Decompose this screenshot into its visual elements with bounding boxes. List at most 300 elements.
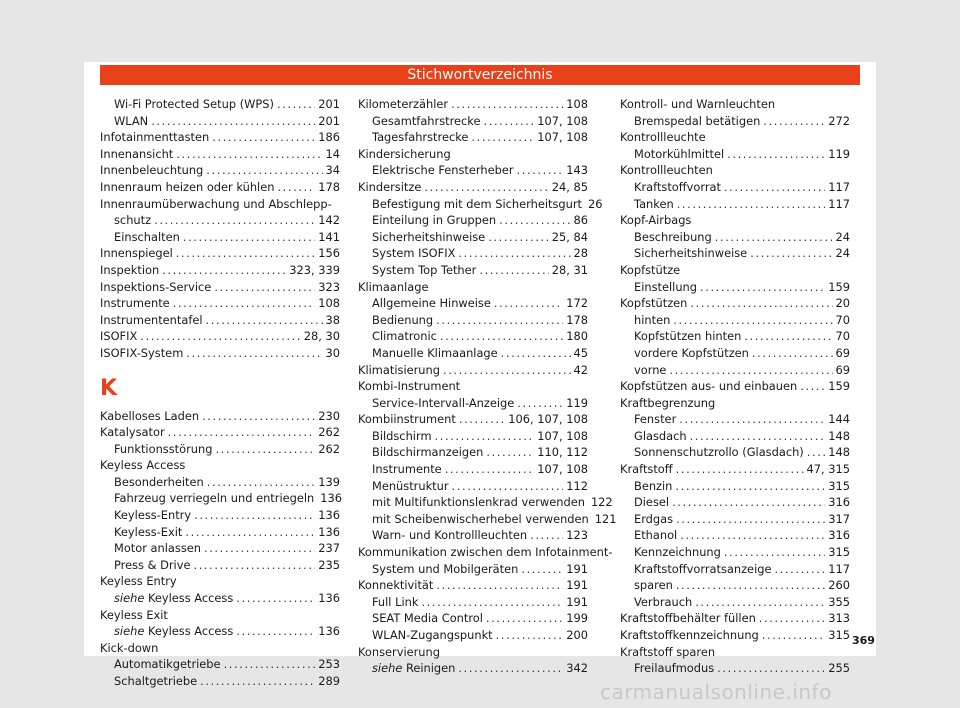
index-entry: [358, 544, 613, 561]
entry-pages: 117: [828, 561, 850, 576]
leader-dots: [151, 113, 315, 130]
index-entry: [358, 428, 588, 445]
entry-label: Kombi-Instrument: [358, 379, 461, 394]
index-entry: [100, 262, 340, 279]
entry-label: Einteilung in Gruppen: [372, 213, 497, 228]
entry-label: Inspektion: [100, 262, 160, 277]
leader-dots: [762, 627, 825, 644]
entry-label: Innenansicht: [100, 146, 174, 161]
entry-pages: 107, 108: [537, 428, 588, 443]
entry-label: Inspektions-Service: [100, 279, 212, 294]
index-entry: [620, 262, 850, 279]
leader-dots: [459, 411, 505, 428]
entry-label: Kennzeichnung: [634, 545, 721, 560]
entry-label: Warn- und Kontrollleuchten: [372, 528, 528, 543]
index-entry: [620, 345, 850, 362]
index-entry: [100, 295, 340, 312]
entry-label: Kabelloses Laden: [100, 408, 200, 423]
entry-label: Klimaanlage: [358, 279, 429, 294]
entry-label: Kraftstoffkennzeichnung: [620, 628, 759, 642]
leader-dots: [501, 345, 571, 362]
entry-pages: 316: [828, 495, 850, 510]
entry-label: Tagesfahrstrecke: [372, 130, 469, 145]
index-entry: [358, 444, 588, 461]
index-entry: [620, 229, 850, 246]
leader-dots: [759, 610, 825, 627]
entry-pages: 272: [828, 113, 850, 128]
entry-label: [114, 623, 233, 640]
index-entry: [620, 544, 850, 561]
entry-label: Kraftbegrenzung: [620, 395, 716, 410]
leader-dots: [436, 577, 563, 594]
entry-label: Kilometerzähler: [358, 97, 449, 111]
index-entry: [100, 490, 340, 507]
index-entry: [100, 474, 340, 491]
leader-dots: [154, 212, 315, 229]
entry-pages: 34: [325, 163, 340, 178]
entry-label: Manuelle Klimaanlage: [372, 345, 498, 360]
index-entry: [620, 644, 850, 661]
entry-label: Katalysator: [100, 425, 165, 440]
index-entry: [620, 129, 850, 146]
entry-pages: 28, 31: [551, 262, 588, 277]
entry-pages: 119: [566, 395, 588, 410]
entry-label: Sicherheitshinweise: [372, 229, 486, 244]
entry-pages: 148: [828, 428, 850, 443]
index-entry: [620, 113, 850, 130]
index-entry: [358, 494, 613, 511]
entry-pages: 180: [566, 329, 588, 344]
index-entry: [358, 345, 588, 362]
index-entry: [620, 411, 850, 428]
entry-pages: 45: [573, 345, 588, 360]
index-entry: [100, 328, 340, 345]
entry-label: Benzin: [634, 478, 673, 493]
index-entry: [620, 196, 850, 213]
leader-dots: [140, 328, 300, 345]
entry-pages: 108: [318, 296, 340, 311]
index-entry: [358, 527, 588, 544]
index-entry: [358, 295, 588, 312]
index-entry: [358, 328, 588, 345]
entry-label: Service-Intervall-Anzeige: [372, 395, 515, 410]
entry-pages: 24: [835, 246, 850, 261]
index-entry: [100, 573, 340, 590]
entry-pages: 315: [828, 628, 850, 642]
index-entry: [100, 96, 340, 113]
index-entry: [100, 590, 340, 607]
leader-dots: [672, 494, 825, 511]
index-entry: [100, 245, 340, 262]
index-entry: [100, 162, 340, 179]
entry-pages: 141: [318, 229, 340, 244]
leader-dots: [194, 507, 315, 524]
entry-pages: 136: [318, 591, 340, 606]
index-entry: [358, 262, 588, 279]
index-entry: [620, 594, 850, 611]
index-entry: [100, 457, 340, 474]
index-entry: [620, 378, 850, 395]
leader-dots: [715, 229, 833, 246]
leader-dots: [424, 179, 548, 196]
index-entry: [358, 113, 588, 130]
entry-pages: 262: [318, 441, 340, 456]
leader-dots: [496, 627, 564, 644]
leader-dots: [168, 424, 316, 441]
entry-pages: 136: [318, 508, 340, 523]
index-column-1: [100, 96, 340, 690]
entry-pages: 142: [318, 213, 340, 228]
index-entry: [358, 96, 588, 113]
entry-label: vorne: [634, 362, 667, 377]
entry-pages: 42: [573, 362, 588, 377]
leader-dots: [435, 428, 535, 445]
leader-dots: [800, 378, 825, 395]
entry-pages: 47, 315: [806, 462, 850, 477]
entry-pages: 108: [566, 97, 588, 111]
index-entry: [358, 395, 588, 412]
entry-label: System ISOFIX: [372, 246, 456, 261]
entry-label: ISOFIX: [100, 329, 138, 344]
index-entry: [358, 610, 588, 627]
entry-pages: 159: [828, 379, 850, 394]
entry-label: WLAN-Zugangspunkt: [372, 628, 493, 642]
leader-dots: [214, 279, 315, 296]
entry-label: Kraftstoffbehälter füllen: [620, 611, 756, 626]
entry-label: Fahrzeug verriegeln und entriegeln: [114, 491, 315, 506]
leader-dots: [680, 527, 825, 544]
index-entry: [100, 607, 340, 624]
entry-label: [372, 660, 455, 677]
leader-dots: [488, 229, 549, 246]
index-entry: [358, 196, 603, 213]
entry-label: Gesamtfahrstrecke: [372, 113, 481, 128]
index-entry: [358, 212, 588, 229]
leader-dots: [695, 594, 825, 611]
leader-dots: [676, 577, 825, 594]
index-entry: [100, 441, 340, 458]
entry-label: Ethanol: [634, 528, 678, 543]
entry-label: Kick-down: [100, 640, 159, 655]
index-entry: [358, 146, 588, 163]
entry-label: hinten: [634, 312, 671, 327]
entry-label: Innenbeleuchtung: [100, 163, 204, 178]
entry-label: Instrumente: [100, 296, 170, 311]
leader-dots: [277, 96, 315, 113]
entry-label: Sicherheitshinweise: [634, 246, 748, 261]
entry-pages: 122: [590, 495, 613, 510]
entry-label: System Top Tether: [372, 262, 477, 277]
entry-pages: 117: [828, 179, 850, 194]
index-entry: [358, 312, 588, 329]
entry-label: Motorkühlmittel: [634, 146, 725, 161]
index-entry: [620, 96, 850, 113]
index-entry: [100, 673, 340, 690]
leader-dots: [204, 540, 315, 557]
entry-label: Allgemeine Hinweise: [372, 296, 491, 311]
entry-pages: 172: [566, 296, 588, 311]
entry-pages: 148: [828, 445, 850, 460]
leader-dots: [224, 656, 316, 673]
index-entry: [620, 428, 850, 445]
entry-pages: 159: [828, 279, 850, 294]
leader-dots: [530, 527, 563, 544]
entry-label: Tanken: [634, 196, 674, 211]
entry-pages: 70: [835, 329, 850, 344]
leader-dots: [774, 561, 825, 578]
index-entry: [358, 627, 588, 644]
entry-pages: 262: [318, 425, 340, 440]
entry-pages: 28, 30: [303, 329, 340, 344]
index-entry: [100, 623, 340, 640]
leader-dots: [676, 511, 825, 528]
entry-label: Instrumententafel: [100, 312, 203, 327]
entry-label: Schaltgetriebe: [114, 674, 198, 688]
entry-pages: 136: [320, 491, 342, 506]
entry-pages: 121: [594, 511, 617, 526]
index-entry: [358, 229, 588, 246]
entry-label: Kopf-Airbags: [620, 213, 692, 228]
entry-label: System und Mobilgeräten: [372, 561, 519, 576]
index-entry: [620, 627, 850, 644]
leader-dots: [445, 461, 535, 478]
index-entry: [358, 362, 588, 379]
entry-label: Funktionsstörung: [114, 441, 213, 456]
entry-pages: 313: [828, 611, 850, 626]
entry-pages: 237: [318, 541, 340, 556]
entry-pages: 30: [325, 345, 340, 360]
entry-label: Kopfstütze: [620, 262, 681, 277]
entry-pages: 117: [828, 196, 850, 211]
index-entry: [620, 395, 850, 412]
entry-pages: 24: [835, 229, 850, 244]
entry-label: vordere Kopfstützen: [634, 345, 749, 360]
entry-pages: 143: [566, 163, 588, 178]
entry-pages: 255: [828, 661, 850, 676]
index-column-3: [620, 96, 850, 677]
entry-label: Innenraumüberwachung und Abschlepp-: [100, 196, 332, 211]
entry-pages: 69: [835, 345, 850, 360]
index-entry: [100, 408, 340, 425]
leader-dots: [458, 660, 563, 677]
entry-pages: 199: [566, 611, 588, 626]
entry-label: Kontroll- und Warnleuchten: [620, 97, 776, 111]
entry-label: Glasdach: [634, 428, 687, 443]
entry-label: SEAT Media Control: [372, 611, 483, 626]
index-entry: [620, 328, 850, 345]
entry-pages: 26: [588, 196, 603, 211]
entry-label-continuation: schutz: [114, 213, 152, 228]
leader-dots: [724, 544, 825, 561]
leader-dots: [458, 245, 570, 262]
entry-label: Kombiinstrument: [358, 412, 456, 427]
entry-pages: 200: [566, 628, 588, 642]
index-entry: [358, 577, 588, 594]
see-reference: siehe: [114, 624, 148, 639]
leader-dots: [471, 129, 534, 146]
entry-label: Kopfstützen hinten: [634, 329, 742, 344]
entry-pages: 136: [318, 524, 340, 539]
entry-label: Befestigung mit dem Sicherheitsgurt: [372, 196, 582, 211]
index-entry: [100, 146, 340, 163]
entry-pages: 178: [318, 179, 340, 194]
index-entry: [100, 129, 340, 146]
index-entry: [358, 461, 588, 478]
index-entry: [620, 561, 850, 578]
leader-dots: [212, 129, 315, 146]
entry-label: Instrumente: [372, 462, 442, 477]
index-entry: [358, 129, 588, 146]
entry-label: Full Link: [372, 594, 419, 609]
leader-dots: [193, 557, 315, 574]
leader-dots: [162, 262, 286, 279]
section-letter: K: [100, 375, 118, 401]
leader-dots: [440, 328, 563, 345]
leader-dots: [727, 146, 825, 163]
index-entry: [620, 494, 850, 511]
index-entry: [620, 610, 850, 627]
entry-pages: 123: [566, 528, 588, 543]
leader-dots: [173, 295, 316, 312]
entry-label: Keyless Access: [100, 458, 186, 473]
entry-label: Innenspiegel: [100, 246, 173, 261]
leader-dots: [673, 312, 832, 329]
leader-dots: [700, 279, 825, 296]
index-entry: [100, 113, 340, 130]
entry-label: sparen: [634, 578, 673, 593]
entry-pages: 86: [573, 213, 588, 228]
leader-dots: [436, 312, 563, 329]
see-reference: siehe: [372, 661, 406, 676]
entry-pages: 315: [828, 478, 850, 493]
entry-label: Einstellung: [634, 279, 697, 294]
index-entry-continuation: [100, 212, 340, 229]
entry-pages: 20: [835, 296, 850, 311]
see-reference: siehe: [114, 591, 148, 606]
entry-pages: 156: [318, 246, 340, 261]
entry-pages: 315: [828, 545, 850, 560]
entry-label: Konservierung: [358, 644, 440, 659]
entry-pages: 106, 107, 108: [508, 412, 588, 427]
entry-label: Sonnenschutzrollo (Glasdach): [634, 445, 804, 460]
entry-pages: 191: [566, 578, 588, 593]
watermark: carmanualsonline.info: [600, 680, 832, 704]
entry-label: Kraftstoff sparen: [620, 644, 716, 659]
leader-dots: [277, 179, 315, 196]
leader-dots: [215, 441, 315, 458]
entry-pages: 289: [318, 674, 340, 688]
index-entry: [100, 424, 340, 441]
index-entry: [620, 162, 850, 179]
index-entry: [620, 295, 850, 312]
leader-dots: [677, 196, 826, 213]
entry-pages: 317: [828, 511, 850, 526]
entry-pages: 260: [828, 578, 850, 593]
leader-dots: [186, 345, 322, 362]
leader-dots: [443, 362, 571, 379]
index-entry: [620, 577, 850, 594]
leader-dots: [486, 444, 534, 461]
entry-label: Keyless-Exit: [114, 524, 183, 539]
leader-dots: [207, 474, 315, 491]
index-entry: [358, 279, 588, 296]
leader-dots: [724, 179, 825, 196]
entry-label: Climatronic: [372, 329, 437, 344]
entry-pages: 144: [828, 412, 850, 427]
entry-pages: 235: [318, 557, 340, 572]
leader-dots: [236, 590, 315, 607]
entry-label: Kraftstoffvorrat: [634, 179, 721, 194]
entry-label: Klimatisierung: [358, 362, 440, 377]
leader-dots: [675, 478, 825, 495]
entry-pages: 191: [566, 594, 588, 609]
entry-label: Erdgas: [634, 511, 674, 526]
entry-pages: 323, 339: [289, 262, 340, 277]
index-entry: [100, 524, 340, 541]
leader-dots: [717, 660, 825, 677]
entry-label: Kindersicherung: [358, 146, 451, 161]
entry-pages: 253: [318, 657, 340, 672]
index-entry: [620, 146, 850, 163]
index-entry: [100, 179, 340, 196]
index-entry: [100, 557, 340, 574]
index-entry: [620, 527, 850, 544]
leader-dots: [517, 395, 563, 412]
leader-dots: [763, 113, 825, 130]
leader-dots: [752, 345, 833, 362]
leader-dots: [202, 408, 315, 425]
entry-pages: 107, 108: [537, 462, 588, 477]
leader-dots: [479, 262, 548, 279]
entry-pages: 186: [318, 130, 340, 145]
index-entry: [100, 640, 340, 657]
index-entry: [100, 656, 340, 673]
leader-dots: [176, 146, 322, 163]
index-entry: [358, 162, 588, 179]
leader-dots: [421, 594, 563, 611]
entry-pages: 191: [566, 561, 588, 576]
entry-label: ISOFIX-System: [100, 345, 184, 360]
entry-label: Kontrollleuchte: [620, 130, 706, 145]
index-entry: [358, 411, 588, 428]
entry-label: [114, 590, 233, 607]
entry-label: Bedienung: [372, 312, 434, 327]
index-entry: [358, 245, 588, 262]
leader-dots: [206, 312, 323, 329]
index-entry: [358, 378, 588, 395]
entry-pages: 119: [828, 146, 850, 161]
entry-label: Kraftstoffvorratsanzeige: [634, 561, 772, 576]
leader-dots: [494, 295, 563, 312]
entry-pages: 107, 108: [537, 113, 588, 128]
leader-dots: [176, 245, 315, 262]
index-entry: [358, 660, 588, 677]
leader-dots: [521, 561, 563, 578]
index-entry: [358, 179, 588, 196]
entry-label-text: Reinigen: [405, 661, 456, 676]
leader-dots: [807, 444, 825, 461]
index-entry: [620, 212, 850, 229]
entry-label: Motor anlassen: [114, 541, 201, 556]
entry-pages: 70: [835, 312, 850, 327]
entry-pages: 230: [318, 408, 340, 423]
entry-label: Infotainmenttasten: [100, 130, 210, 145]
entry-pages: 14: [325, 146, 340, 161]
entry-label: Konnektivität: [358, 578, 434, 593]
entry-pages: 28: [573, 246, 588, 261]
page-number: 369: [852, 634, 875, 647]
entry-label: Bildschirm: [372, 428, 432, 443]
